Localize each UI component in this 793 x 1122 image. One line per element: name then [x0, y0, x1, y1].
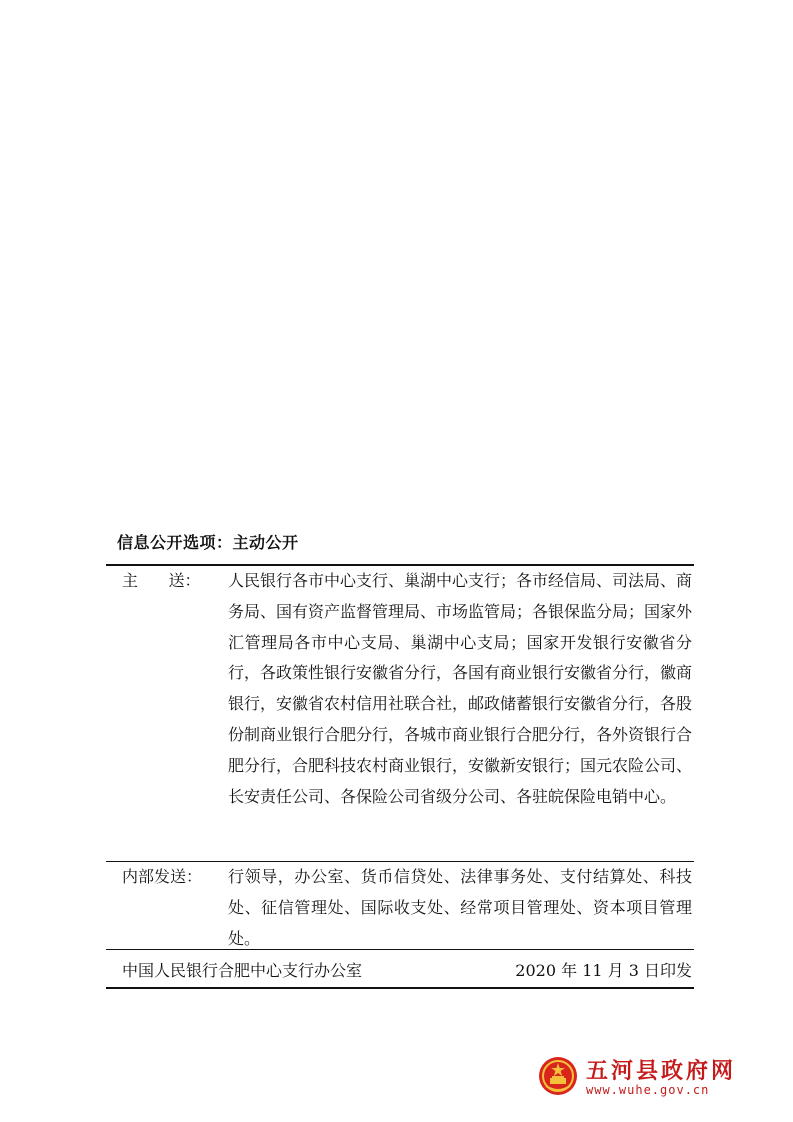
site-name: 五河县政府网 — [586, 1059, 737, 1084]
national-emblem-icon — [538, 1056, 578, 1096]
site-url: www.wuhe.gov.cn — [586, 1083, 710, 1097]
bottom-rule — [106, 987, 694, 989]
disclosure-option: 信息公开选项：主动公开 — [117, 533, 299, 552]
print-date-text: 2020 年 11 月 3 日印发 — [515, 961, 692, 980]
internal-recipients-text: 行领导，办公室、货币信贷处、法律事务处、支付结算处、科技处、征信管理处、国际收支处、经常项目管理处、资本项目管理处。 — [228, 867, 692, 948]
internal-recipients-label: 内部发送： — [122, 867, 203, 886]
internal-recipients-row — [122, 862, 692, 954]
watermark-logo — [536, 1052, 746, 1112]
primary-recipients-row — [122, 566, 692, 812]
primary-recipients-text: 人民银行各市中心支行、巢湖中心支行；各市经信局、司法局、商务局、国有资产监督管理局、市场监管局；各银保监分局；国家外汇管理局各市中心支局、巢湖中心支局；国家开发银行安徽省分行，各政策性银行安徽省分行，各国有商业银行安徽省分行，徽商银行，安徽省农村信用社联合社，邮政储蓄银行安徽省分行，各股份制商业银行合肥分行，各城市商业银行合肥分行，各外资银行合肥分行，合肥科技农村商业银行，安徽新安银行；国元农险公司、长安责任公司、各保险公司省级分公司、各驻皖保险电销中心。 — [228, 571, 693, 806]
issuer-text: 中国人民银行合肥中心支行办公室 — [122, 961, 363, 980]
primary-recipients-label: 主 送： — [122, 571, 201, 590]
footer-row — [122, 958, 692, 984]
footer-top-rule — [106, 949, 694, 950]
